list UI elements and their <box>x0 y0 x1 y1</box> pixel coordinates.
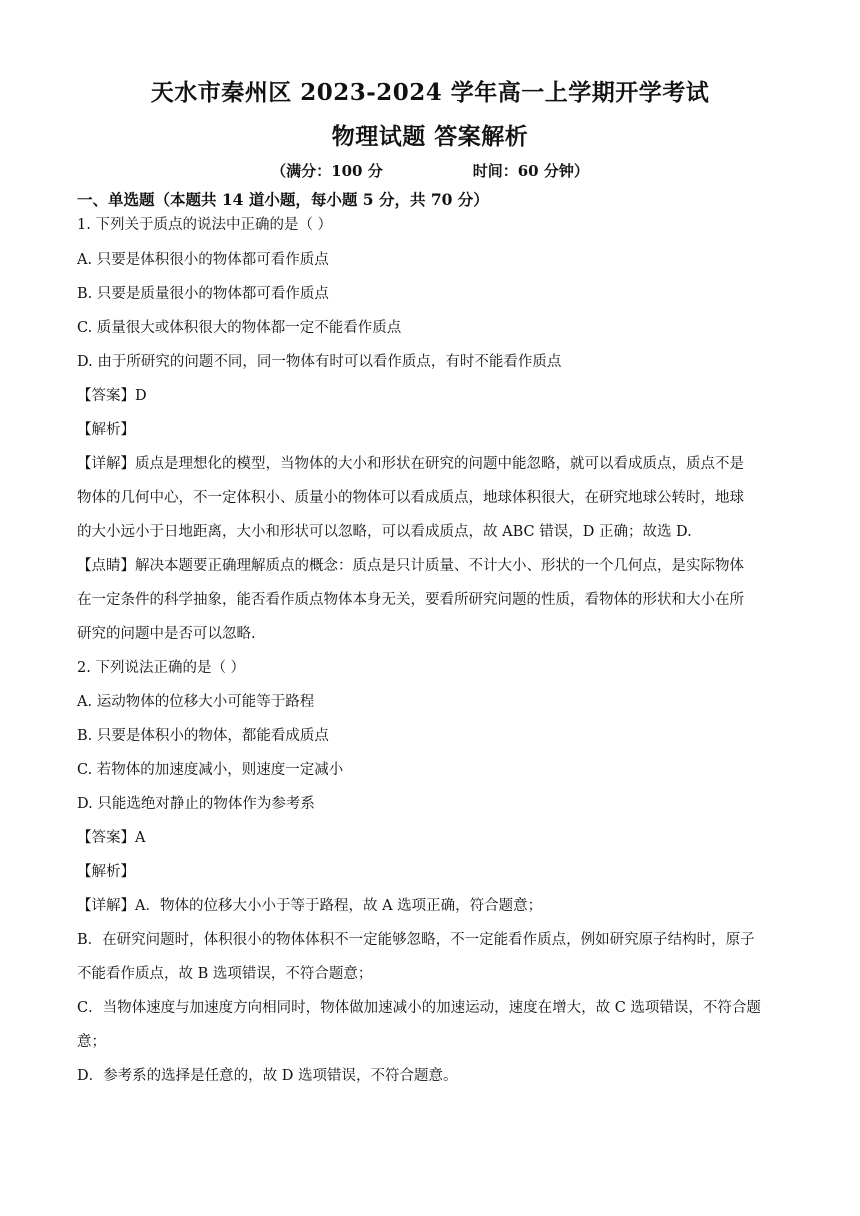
question-2-option-c: C. 若物体的加速度减小，则速度一定减小 <box>77 762 344 778</box>
question-1-note-line: 研究的问题中是否可以忽略. <box>77 626 256 642</box>
question-2-detail-line: 【详解】A．物体的位移大小小于等于路程，故 A 选项正确，符合题意； <box>77 898 543 914</box>
question-1-analysis-label: 【解析】 <box>77 422 135 438</box>
question-1-option-c: C. 质量很大或体积很大的物体都一定不能看作质点 <box>77 320 402 336</box>
question-2-detail-line: 意； <box>77 1034 106 1050</box>
question-1-note-line: 在一定条件的科学抽象，能否看作质点物体本身无关，要看所研究问题的性质，看物体的形状和大小在所 <box>77 592 744 608</box>
question-1-stem: 1. 下列关于质点的说法中正确的是（ ） <box>77 217 333 233</box>
question-1-detail-line: 【详解】质点是理想化的模型，当物体的大小和形状在研究的问题中能忽略，就可以看成质点，质点不是 <box>77 456 744 472</box>
question-1-answer: 【答案】D <box>77 388 147 404</box>
question-1-option-d: D. 由于所研究的问题不同，同一物体有时可以看作质点，有时不能看作质点 <box>77 354 562 370</box>
question-1-option-a: A. 只要是体积很小的物体都可看作质点 <box>77 252 329 268</box>
section-heading: 一、单选题（本题共 14 道小题，每小题 5 分，共 70 分） <box>77 190 489 209</box>
question-1-note-line: 【点睛】解决本题要正确理解质点的概念：质点是只计质量、不计大小、形状的一个几何点，是实际物体 <box>77 558 744 574</box>
question-2-detail-line: B．在研究问题时，体积很小的物体体积不一定能够忽略，不一定能看作质点，例如研究原子结构时，原子 <box>77 932 755 948</box>
question-2-detail-line: 不能看作质点，故 B 选项错误，不符合题意； <box>77 966 373 982</box>
document-subtitle: 物理试题 答案解析 <box>331 123 529 150</box>
exam-time: 时间：60 分钟） <box>472 162 589 180</box>
question-2-analysis-label: 【解析】 <box>77 864 135 880</box>
question-2-detail-line: C．当物体速度与加速度方向相同时，物体做加速减小的加速运动，速度在增大，故 C 选项错误，不符合题 <box>77 1000 761 1016</box>
full-score: （满分：100 分 <box>271 162 383 180</box>
question-2-stem: 2. 下列说法正确的是（ ） <box>77 660 246 676</box>
question-2-option-d: D. 只能选绝对静止的物体作为参考系 <box>77 796 315 812</box>
question-2-detail-line: D．参考系的选择是任意的，故 D 选项错误，不符合题意。 <box>77 1068 458 1084</box>
question-1-detail-line: 物体的几何中心，不一定体积小、质量小的物体可以看成质点，地球体积很大，在研究地球公转时，地球 <box>77 490 744 506</box>
question-2-answer: 【答案】A <box>77 830 146 846</box>
question-2-option-b: B. 只要是体积小的物体，都能看成质点 <box>77 728 329 744</box>
exam-meta <box>0 160 860 181</box>
question-2-option-a: A. 运动物体的位移大小可能等于路程 <box>77 694 315 710</box>
question-1-option-b: B. 只要是质量很小的物体都可看作质点 <box>77 286 329 302</box>
document-title: 天水市秦州区 2023-2024 学年高一上学期开学考试 <box>150 79 710 106</box>
question-1-detail-line: 的大小远小于日地距离，大小和形状可以忽略，可以看成质点，故 ABC 错误，D 正确；故选 D. <box>77 524 692 540</box>
